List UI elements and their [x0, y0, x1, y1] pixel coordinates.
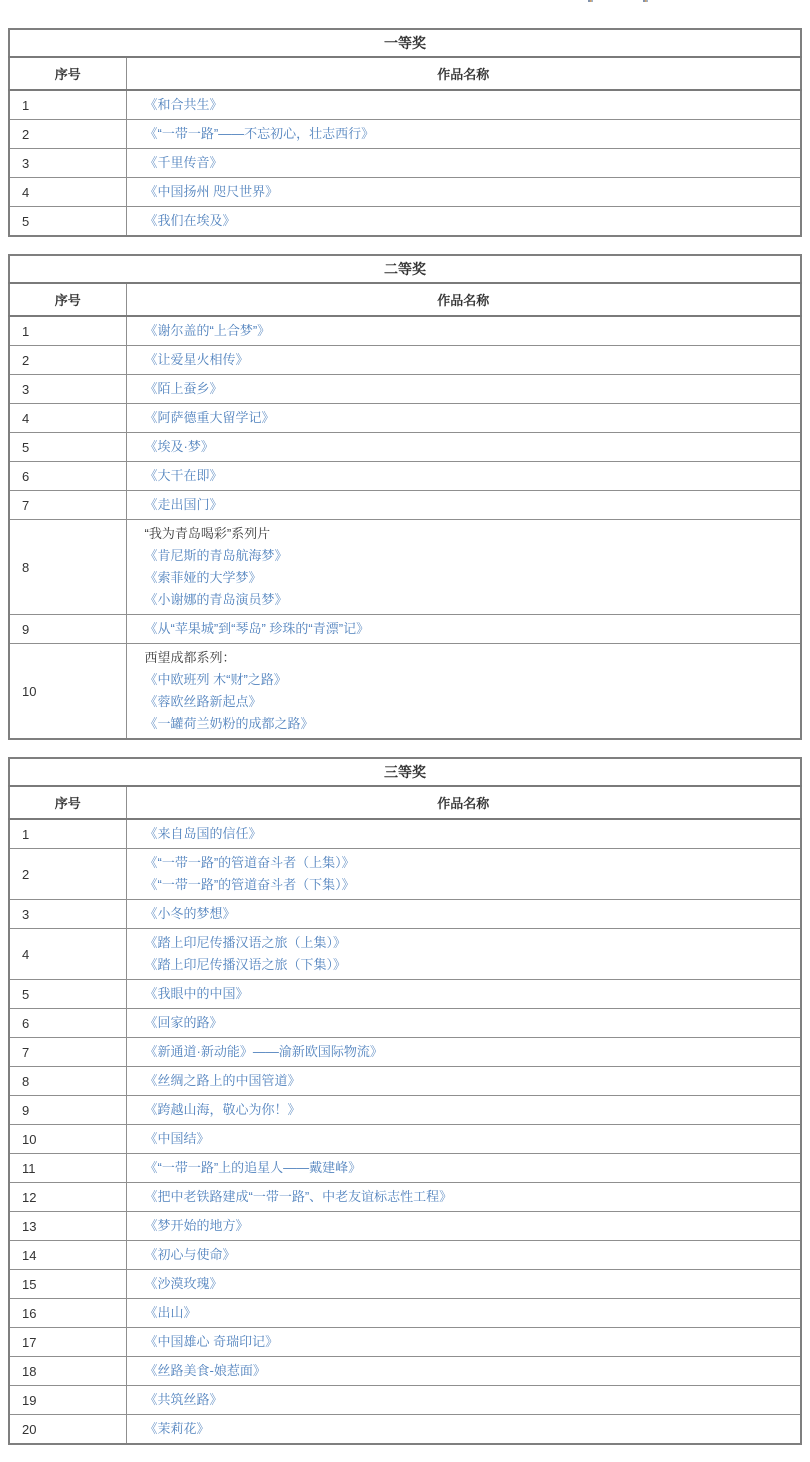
work-titles-cell [126, 929, 801, 980]
table-caption: 三等奖 [9, 758, 801, 786]
series-label: 西望成都系列： [144, 650, 236, 665]
work-title-link[interactable]: 《共筑丝路》 [144, 1392, 223, 1407]
table-row [9, 404, 801, 433]
cropped-content-fragment [643, 0, 648, 2]
row-index: 13 [9, 1212, 126, 1241]
table-row [9, 375, 801, 404]
work-titles-cell [126, 1328, 801, 1357]
work-title-link[interactable]: 《小谢娜的青岛演员梦》 [144, 592, 288, 607]
table-row [9, 433, 801, 462]
work-titles-cell [126, 316, 801, 346]
work-titles-cell [126, 900, 801, 929]
row-index: 6 [9, 462, 126, 491]
work-title-link[interactable]: 《从“苹果城”到“琴岛” 珍珠的“青漂”记》 [144, 621, 370, 636]
work-titles-cell [126, 980, 801, 1009]
work-titles-cell [126, 1067, 801, 1096]
work-titles-cell [126, 1009, 801, 1038]
row-index: 9 [9, 1096, 126, 1125]
table-row [9, 615, 801, 644]
work-titles-cell [126, 1212, 801, 1241]
work-titles-cell [126, 346, 801, 375]
work-titles-cell [126, 1038, 801, 1067]
column-header-index: 序号 [9, 786, 126, 819]
row-index: 1 [9, 90, 126, 120]
table-row [9, 786, 801, 819]
work-title-link[interactable]: 《中国结》 [144, 1131, 210, 1146]
row-index: 1 [9, 819, 126, 849]
table-row [9, 57, 801, 90]
table-row [9, 980, 801, 1009]
table-row [9, 149, 801, 178]
row-index: 9 [9, 615, 126, 644]
prize-table [8, 757, 802, 1445]
work-titles-cell [126, 1241, 801, 1270]
table-row [9, 1212, 801, 1241]
work-titles-cell [126, 1357, 801, 1386]
table-row [9, 1357, 801, 1386]
row-index: 12 [9, 1183, 126, 1212]
table-row [9, 462, 801, 491]
work-title-link[interactable]: 《梦开始的地方》 [144, 1218, 249, 1233]
work-title-link[interactable]: 《丝路美食-娘惹面》 [144, 1363, 266, 1378]
work-titles-cell [126, 207, 801, 237]
row-index: 15 [9, 1270, 126, 1299]
row-index: 3 [9, 375, 126, 404]
column-header-title: 作品名称 [126, 786, 801, 819]
work-title-link[interactable]: 《茉莉花》 [144, 1421, 210, 1436]
row-index: 4 [9, 404, 126, 433]
row-index: 8 [9, 520, 126, 615]
table-row [9, 29, 801, 57]
row-index: 2 [9, 849, 126, 900]
table-row [9, 1154, 801, 1183]
work-title-link[interactable]: 《“一带一路”——不忘初心，壮志西行》 [144, 126, 375, 141]
work-title-link[interactable]: 《丝绸之路上的中国管道》 [144, 1073, 301, 1088]
work-title-link[interactable]: 《一罐荷兰奶粉的成都之路》 [144, 716, 314, 731]
row-index: 17 [9, 1328, 126, 1357]
work-title-link[interactable]: 《“一带一路”上的追星人——戴建峰》 [144, 1160, 362, 1175]
table-row [9, 758, 801, 786]
row-index: 1 [9, 316, 126, 346]
work-titles-cell [126, 1096, 801, 1125]
row-index: 7 [9, 491, 126, 520]
table-row [9, 1299, 801, 1328]
work-titles-cell [126, 462, 801, 491]
row-index: 4 [9, 178, 126, 207]
work-title-link[interactable]: 《中欧班列 木“财”之路》 [144, 672, 287, 687]
row-index: 3 [9, 900, 126, 929]
work-titles-cell [126, 149, 801, 178]
work-titles-cell [126, 644, 801, 740]
row-index: 5 [9, 433, 126, 462]
row-index: 5 [9, 980, 126, 1009]
work-titles-cell [126, 819, 801, 849]
prize-table [8, 254, 802, 740]
row-index: 6 [9, 1009, 126, 1038]
work-title-link[interactable]: 《索菲娅的大学梦》 [144, 570, 262, 585]
series-label: “我为青岛喝彩”系列片 [144, 526, 271, 541]
table-row [9, 346, 801, 375]
work-title-link[interactable]: 《“一带一路”的管道奋斗者（下集）》 [144, 877, 355, 892]
work-titles-cell [126, 178, 801, 207]
work-title-link[interactable]: 《走出国门》 [144, 497, 223, 512]
work-title-link[interactable]: 《小冬的梦想》 [144, 906, 236, 921]
row-index: 5 [9, 207, 126, 237]
row-index: 10 [9, 644, 126, 740]
table-row [9, 1067, 801, 1096]
row-index: 11 [9, 1154, 126, 1183]
work-title-link[interactable]: 《来自岛国的信任》 [144, 826, 262, 841]
column-header-index: 序号 [9, 57, 126, 90]
work-title-link[interactable]: 《谢尔盖的“上合梦”》 [144, 323, 271, 338]
work-titles-cell [126, 615, 801, 644]
row-index: 16 [9, 1299, 126, 1328]
work-titles-cell [126, 491, 801, 520]
work-title-link[interactable]: 《踏上印尼传播汉语之旅（上集）》 [144, 935, 347, 950]
table-row [9, 1241, 801, 1270]
table-row [9, 1125, 801, 1154]
prize-tables-region [8, 28, 802, 1462]
table-row [9, 929, 801, 980]
table-row [9, 1009, 801, 1038]
work-titles-cell [126, 120, 801, 149]
work-title-link[interactable]: 《我眼中的中国》 [144, 986, 249, 1001]
work-titles-cell [126, 1415, 801, 1445]
table-row [9, 819, 801, 849]
work-title-link[interactable]: 《中国扬州 咫尺世界》 [144, 184, 279, 199]
work-title-link[interactable]: 《踏上印尼传播汉语之旅（下集）》 [144, 957, 347, 972]
table-row [9, 491, 801, 520]
table-row [9, 1183, 801, 1212]
column-header-title: 作品名称 [126, 57, 801, 90]
work-title-link[interactable]: 《回家的路》 [144, 1015, 223, 1030]
work-titles-cell [126, 404, 801, 433]
work-title-link[interactable]: 《阿萨德重大留学记》 [144, 410, 275, 425]
work-titles-cell [126, 433, 801, 462]
row-index: 2 [9, 346, 126, 375]
work-title-link[interactable]: 《中国雄心 奇瑞印记》 [144, 1334, 279, 1349]
row-index: 8 [9, 1067, 126, 1096]
work-titles-cell [126, 520, 801, 615]
table-row [9, 1038, 801, 1067]
row-index: 19 [9, 1386, 126, 1415]
row-index: 4 [9, 929, 126, 980]
table-caption: 二等奖 [9, 255, 801, 283]
work-title-link[interactable]: 《新通道·新动能》——渝新欧国际物流》 [144, 1044, 383, 1059]
table-row [9, 644, 801, 740]
row-index: 18 [9, 1357, 126, 1386]
table-row [9, 1096, 801, 1125]
work-title-link[interactable]: 《陌上蚕乡》 [144, 381, 223, 396]
row-index: 10 [9, 1125, 126, 1154]
table-row [9, 1415, 801, 1445]
column-header-index: 序号 [9, 283, 126, 316]
work-titles-cell [126, 1270, 801, 1299]
table-row [9, 283, 801, 316]
cropped-content-fragment [588, 0, 593, 2]
table-row [9, 207, 801, 237]
work-titles-cell [126, 375, 801, 404]
table-row [9, 90, 801, 120]
work-titles-cell [126, 1386, 801, 1415]
work-title-link[interactable]: 《“一带一路”的管道奋斗者（上集）》 [144, 855, 355, 870]
work-title-link[interactable]: 《让爱星火相传》 [144, 352, 249, 367]
table-row [9, 1386, 801, 1415]
row-index: 14 [9, 1241, 126, 1270]
work-title-link[interactable]: 《和合共生》 [144, 97, 223, 112]
table-row [9, 520, 801, 615]
table-caption: 一等奖 [9, 29, 801, 57]
row-index: 2 [9, 120, 126, 149]
prize-table [8, 28, 802, 237]
work-titles-cell [126, 1125, 801, 1154]
work-titles-cell [126, 849, 801, 900]
work-title-link[interactable]: 《跨越山海，敬心为你！》 [144, 1102, 301, 1117]
work-titles-cell [126, 90, 801, 120]
work-titles-cell [126, 1299, 801, 1328]
work-title-link[interactable]: 《初心与使命》 [144, 1247, 236, 1262]
work-title-link[interactable]: 《蓉欧丝路新起点》 [144, 694, 262, 709]
table-row [9, 255, 801, 283]
work-title-link[interactable]: 《大干在即》 [144, 468, 223, 483]
table-row [9, 1270, 801, 1299]
work-title-link[interactable]: 《我们在埃及》 [144, 213, 236, 228]
row-index: 20 [9, 1415, 126, 1445]
work-title-link[interactable]: 《沙漠玫瑰》 [144, 1276, 223, 1291]
row-index: 3 [9, 149, 126, 178]
table-row [9, 316, 801, 346]
work-title-link[interactable]: 《千里传音》 [144, 155, 223, 170]
table-row [9, 1328, 801, 1357]
table-row [9, 178, 801, 207]
column-header-title: 作品名称 [126, 283, 801, 316]
work-title-link[interactable]: 《出山》 [144, 1305, 197, 1320]
work-titles-cell [126, 1183, 801, 1212]
work-title-link[interactable]: 《肯尼斯的青岛航海梦》 [144, 548, 288, 563]
table-row [9, 900, 801, 929]
work-titles-cell [126, 1154, 801, 1183]
work-title-link[interactable]: 《埃及·梦》 [144, 439, 214, 454]
work-title-link[interactable]: 《把中老铁路建成“一带一路”、中老友谊标志性工程》 [144, 1189, 453, 1204]
table-row [9, 120, 801, 149]
row-index: 7 [9, 1038, 126, 1067]
table-row [9, 849, 801, 900]
